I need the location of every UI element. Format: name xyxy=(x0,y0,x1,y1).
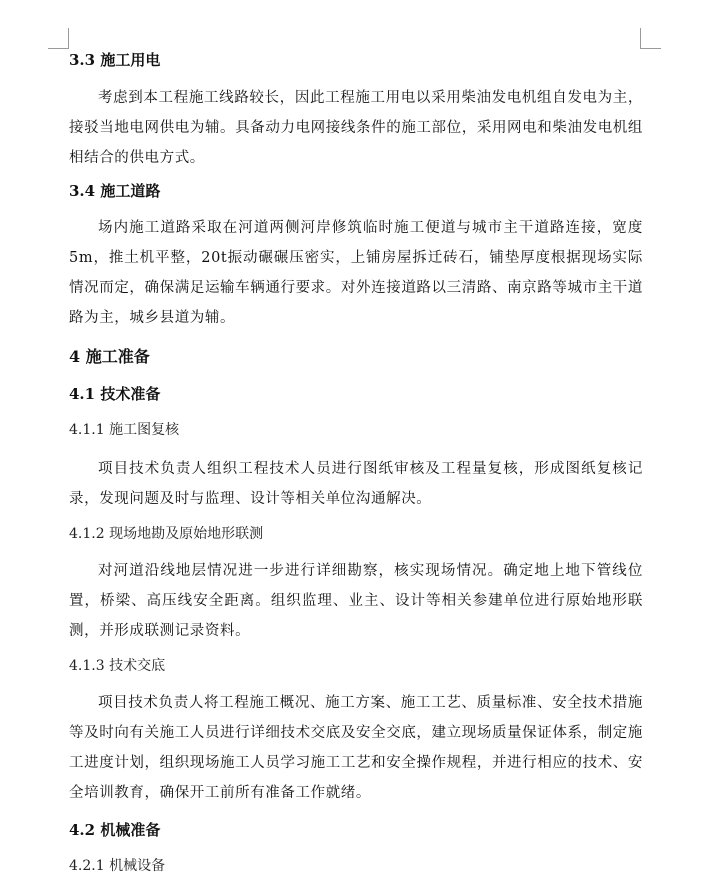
paragraph-construction-road: 场内施工道路采取在河道两侧河岸修筑临时施工便道与城市主干道路连接，宽度5m，推土机平整，20t振动碾碾压密实，上铺房屋拆迁砖石，铺垫厚度根据现场实际情况而定，确保满足运输车辆通行要求。对外连接道路以三清路、南京路等城市主干道路为主，城乡县道为辅。 xyxy=(69,220,643,326)
heading-3-3: 3.3 施工用电 xyxy=(69,51,161,69)
heading-4-2-1: 4.2.1 机械设备 xyxy=(69,858,166,874)
paragraph-drawing-review: 项目技术负责人组织工程技术人员进行图纸审核及工程量复核，形成图纸复核记录，发现问题及时与监理、设计等相关单位沟通解决。 xyxy=(69,461,643,507)
paragraph-power-supply: 考虑到本工程施工线路较长，因此工程施工用电以采用柴油发电机组自发电为主，接驳当地电网供电为辅。具备动力电网接线条件的施工部位，采用网电和柴油发电机组相结合的供电方式。 xyxy=(69,90,643,166)
heading-3-4: 3.4 施工道路 xyxy=(69,182,161,200)
heading-4-1-1: 4.1.1 施工图复核 xyxy=(69,422,180,438)
margin-corner-mark-left xyxy=(48,28,69,49)
margin-corner-mark-right xyxy=(640,28,661,49)
heading-4: 4 施工准备 xyxy=(69,347,150,366)
heading-4-1-3: 4.1.3 技术交底 xyxy=(69,658,166,674)
paragraph-technical-briefing: 项目技术负责人将工程施工概况、施工方案、施工工艺、质量标准、安全技术措施等及时向有关施工人员进行详细技术交底及安全交底，建立现场质量保证体系，制定施工进度计划，组织现场施工人员学习施工工艺和安全操作规程，并进行相应的技术、安全培训教育，确保开工前所有准备工作就绪。 xyxy=(69,695,643,801)
heading-4-2: 4.2 机械准备 xyxy=(69,821,161,839)
paragraph-site-survey: 对河道沿线地层情况进一步进行详细勘察，核实现场情况。确定地上地下管线位置，桥梁、高压线安全距离。组织监理、业主、设计等相关参建单位进行原始地形联测，并形成联测记录资料。 xyxy=(69,563,643,639)
document-body xyxy=(69,44,643,876)
heading-4-1: 4.1 技术准备 xyxy=(69,385,161,403)
heading-4-1-2: 4.1.2 现场地勘及原始地形联测 xyxy=(69,526,264,542)
